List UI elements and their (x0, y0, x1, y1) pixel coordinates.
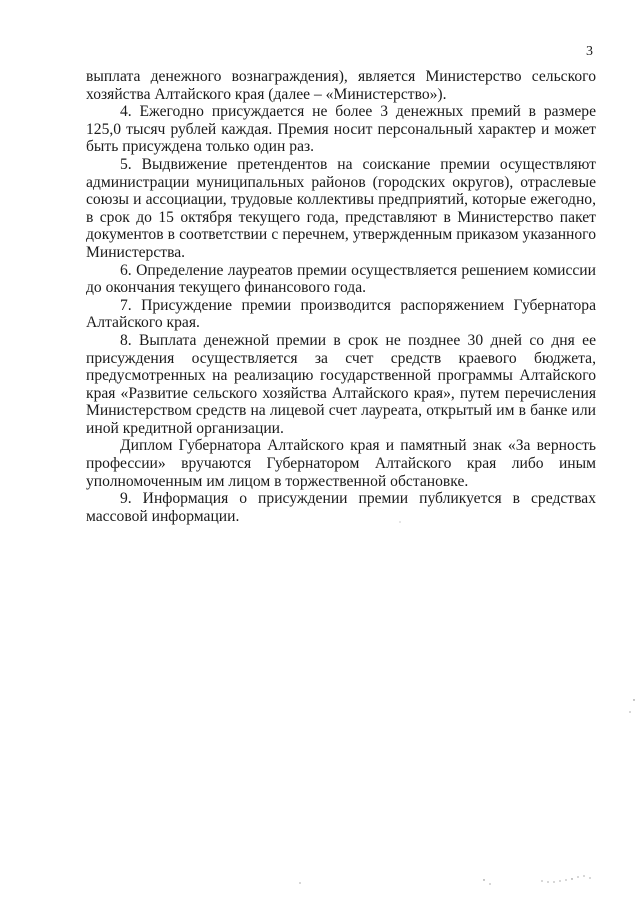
paragraph-item-8: 8. Выплата денежной премии в срок не позднее 30 дней со дня ее присуждения осуществляется за счет средств краевого бюджета, предусмотренных на реализацию государственной программы Алтайского края «Развитие сельского хозяйства Алтайского края», путем перечисления Министерством средств на лицевой счет лауреата, открытый им в банке или иной кредитной организации. (86, 331, 596, 437)
paragraph-item-7: 7. Присуждение премии производится распоряжением Губернатора Алтайского края. (86, 296, 596, 332)
paragraph-continuation: выплата денежного вознаграждения), является Министерство сельского хозяйства Алтайского края (далее – «Министерство»). (86, 68, 596, 103)
paragraph-item-9: 9. Информация о присуждении премии публикуется в средствах массовой информации. (86, 490, 596, 525)
page-number: 3 (586, 44, 593, 59)
paragraph-diploma: Диплом Губернатора Алтайского края и памятный знак «За верность профессии» вручаются Губернатором Алтайского края либо иным уполномоченным им лицом в торжественной обстановке. (86, 437, 596, 490)
paragraph-item-5: 5. Выдвижение претендентов на соискание премии осуществляют администрации муниципальных районов (городских округов), отраслевые союзы и ассоциации, трудовые коллективы предприятий, которые ежегодно, в срок до 15 октября текущего года, представляют в Министерство пакет документов в соответствии с перечнем, утвержденным приказом указанного Министерства. (86, 155, 596, 261)
paragraph-item-6: 6. Определение лауреатов премии осуществляется решением комиссии до окончания текущего финансового года. (86, 261, 596, 297)
paragraph-item-4: 4. Ежегодно присуждается не более 3 денежных премий в размере 125,0 тысяч рублей каждая. Премия носит персональный характер и может быть присуждена только один раз. (86, 103, 596, 156)
